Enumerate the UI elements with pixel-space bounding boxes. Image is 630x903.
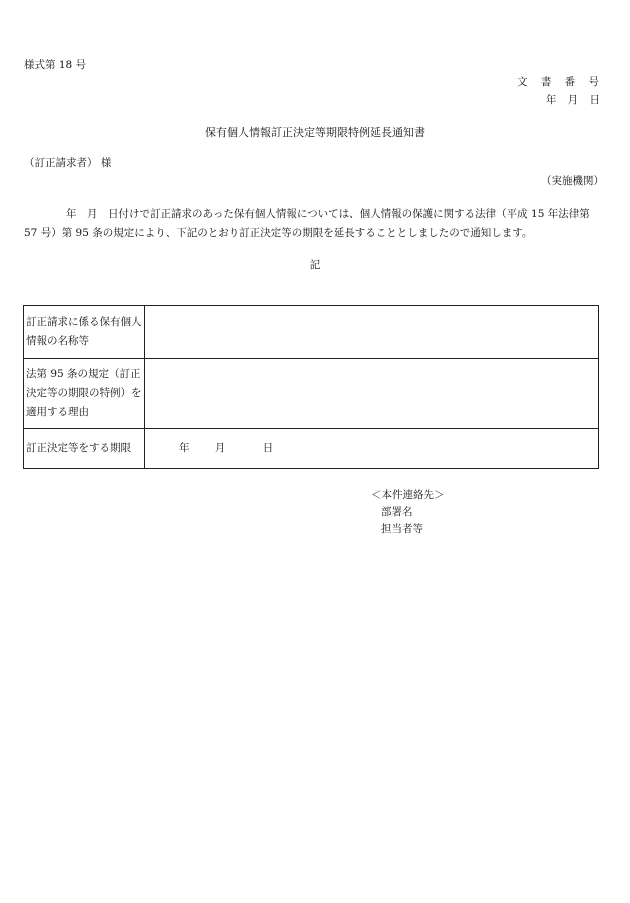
addressee: （訂正請求者） 様 <box>24 157 112 169</box>
deadline-month: 月 <box>214 442 226 454</box>
document-number-label: 文 書 番 号 <box>516 76 604 88</box>
body-paragraph: 年 月 日付けで訂正請求のあった保有個人情報については、個人情報の保護に関する法律（平成 15 年法律第 57 号）第 95 条の規定により、下記のとおり訂正決定等の期限を延長することとしましたので通知します。 <box>24 208 590 239</box>
contact-block <box>371 487 445 538</box>
row-label-info-name: 訂正請求に係る保有個人情報の名称等 <box>24 306 145 359</box>
contact-person: 担当者等 <box>381 523 423 535</box>
row-label-reason: 法第 95 条の規定（訂正決定等の期限の特例）を適用する理由 <box>24 359 145 429</box>
form-number: 様式第 18 号 <box>24 59 87 71</box>
table-row <box>24 306 599 359</box>
ki-heading: 記 <box>309 259 321 271</box>
deadline-year: 年 <box>179 442 190 454</box>
contact-heading: ＜本件連絡先＞ <box>371 489 445 501</box>
implementing-agency: （実施機関） <box>541 175 604 187</box>
row-value-reason <box>145 359 599 429</box>
info-table <box>23 305 599 469</box>
table-row <box>24 359 599 429</box>
row-label-deadline: 訂正決定等をする期限 <box>24 429 145 469</box>
document-date-label: 年 月 日 <box>545 94 604 106</box>
contact-department: 部署名 <box>381 506 413 518</box>
table-row <box>24 429 599 469</box>
document-title: 保有個人情報訂正決定等期限特例延長通知書 <box>205 126 425 139</box>
row-value-info-name <box>145 306 599 359</box>
deadline-day: 日 <box>262 442 274 454</box>
row-value-deadline <box>145 429 599 469</box>
